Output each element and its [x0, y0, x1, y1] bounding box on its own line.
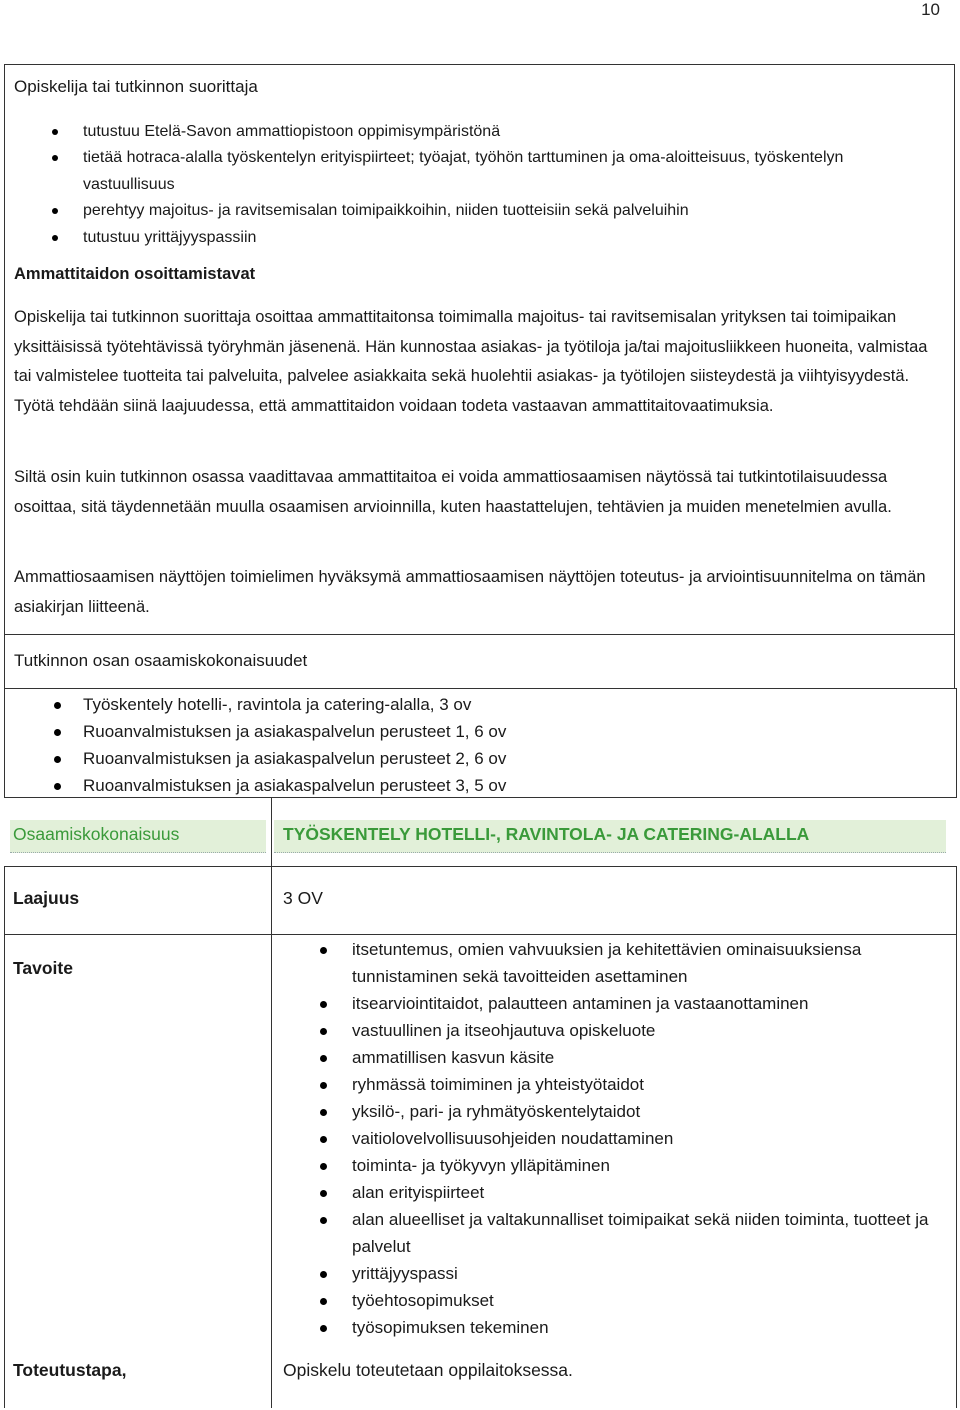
page-number: 10: [921, 0, 940, 19]
list-item: vastuullinen ja itseohjautuva opiskeluote: [280, 1017, 952, 1044]
list-item: tutustuu yrittäjyyspassiin: [5, 225, 918, 251]
list-item: itsearviointitaidot, palautteen antaminen ja vastaanottaminen: [280, 990, 952, 1017]
divider: [4, 866, 957, 867]
toteutustapa-label: Toteutustapa,: [13, 1360, 127, 1380]
osaamiskokonaisuudet-list: [5, 691, 506, 799]
intro-bullet-list: [5, 119, 918, 251]
divider: [271, 798, 272, 866]
tavoite-label: Tavoite: [13, 958, 73, 978]
list-item: tutustuu Etelä-Savon ammattiopistoon oppimisympäristönä: [5, 119, 918, 145]
divider: [956, 866, 957, 1408]
list-item: vaitiolovelvollisuusohjeiden noudattaminen: [280, 1125, 952, 1152]
laajuus-label: Laajuus: [13, 888, 80, 908]
osaamiskokonaisuus-table: [4, 798, 957, 1408]
osaamiskokonaisuus-value: TYÖSKENTELY HOTELLI-, RAVINTOLA- JA CATERING-ALALLA: [283, 824, 810, 844]
list-item: itsetuntemus, omien vahvuuksien ja kehitettävien ominaisuuksiensa tunnistaminen sekä tavoitteiden asettaminen: [280, 936, 952, 990]
list-item: tietää hotraca-alalla työskentelyn erityispiirteet; työajat, työhön tarttuminen ja oma-aloitteisuus, työskentelyn vastuullisuus: [5, 145, 918, 198]
toteutustapa-value: Opiskelu toteutetaan oppilaitoksessa.: [283, 1360, 573, 1380]
laajuus-value: 3 OV: [283, 888, 323, 908]
list-item: työsopimuksen tekeminen: [280, 1314, 952, 1341]
list-item: Ruoanvalmistuksen ja asiakaspalvelun perusteet 2, 6 ov: [5, 745, 506, 772]
osaamiskokonaisuudet-header: [4, 634, 955, 688]
list-item: Ruoanvalmistuksen ja asiakaspalvelun perusteet 3, 5 ov: [5, 772, 506, 799]
section-heading: Tutkinnon osan osaamiskokonaisuudet: [14, 651, 308, 670]
divider: [271, 866, 272, 1408]
list-item: perehtyy majoitus- ja ravitsemisalan toimipaikkoihin, niiden tuotteisiin sekä palveluihin: [5, 198, 918, 224]
intro-heading: Opiskelija tai tutkinnon suorittaja: [14, 77, 258, 96]
tavoite-list: [280, 936, 952, 1341]
list-item: alan alueelliset ja valtakunnalliset toimipaikat sekä niiden toiminta, tuotteet ja palvelut: [280, 1206, 952, 1260]
list-item: yksilö-, pari- ja ryhmätyöskentelytaidot: [280, 1098, 952, 1125]
list-item: alan erityispiirteet: [280, 1179, 952, 1206]
divider: [4, 866, 5, 1408]
section-subheading: Ammattitaidon osoittamistavat: [14, 265, 256, 283]
list-item: ammatillisen kasvun käsite: [280, 1044, 952, 1071]
paragraph: Siltä osin kuin tutkinnon osassa vaadittavaa ammattitaitoa ei voida ammattiosaamisen näytössä tai tutkintotilaisuudessa osoittaa, sitä täydennetään muulla osaamisen arvioinnilla, kuten haastattelujen, tehtävien ja muiden menetelmien avulla.: [14, 468, 892, 516]
paragraph: Opiskelija tai tutkinnon suorittaja osoittaa ammattitaitonsa toimimalla majoitus- tai ravitsemisalan yrityksen tai toimipaikan yksittäisissä työtehtävissä työryhmän jäsenenä. Hän kunnostaa asiakas- ja työtiloja ja/tai majoitusliikkeen huoneita, valmistaa tai valmistelee tuotteita tai palveluita, palvelee asiakkaita sekä huolehtii asiakas- ja työtilojen siisteydestä ja viihtyisyydestä. Työtä tehdään siinä laajuudessa, että ammattitaidon voidaan todeta vastaavan ammattitaitovaatimuksia.: [14, 308, 928, 415]
osaamiskokonaisuus-label: Osaamiskokonaisuus: [13, 824, 180, 844]
list-item: toiminta- ja työkyvyn ylläpitäminen: [280, 1152, 952, 1179]
paragraph: Ammattiosaamisen näyttöjen toimielimen hyväksymä ammattiosaamisen näyttöjen toteutus- ja arviointisuunnitelma on tämän asiakirjan liitteenä.: [14, 568, 926, 616]
list-item: Ruoanvalmistuksen ja asiakaspalvelun perusteet 1, 6 ov: [5, 718, 506, 745]
intro-box: [4, 64, 955, 634]
list-item: työehtosopimukset: [280, 1287, 952, 1314]
list-item: ryhmässä toimiminen ja yhteistyötaidot: [280, 1071, 952, 1098]
divider: [4, 934, 957, 935]
list-item: Työskentely hotelli-, ravintola ja catering-alalla, 3 ov: [5, 691, 506, 718]
osaamiskokonaisuudet-box: [4, 688, 957, 798]
list-item: yrittäjyyspassi: [280, 1260, 952, 1287]
